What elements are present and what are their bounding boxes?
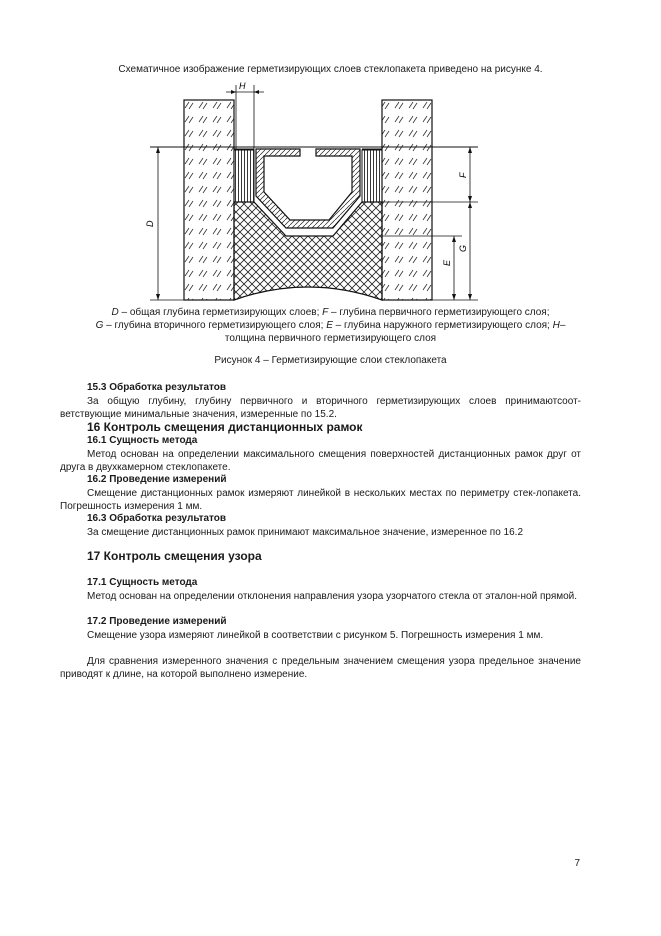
figure-caption-line-3: толщина первичного герметизирующего слоя <box>224 333 437 344</box>
heading-16: 16 Контроль смещения дистанционных рамок <box>87 420 363 434</box>
para-15-3: За общую глубину, глубину первичного и вторичного герметизирующих слоев принимаютсоот-ветствующие минимальные значения, измеренные по 15.2. <box>60 396 581 420</box>
figure-caption-line-1: D – общая глубина герметизирующих слоев; F – глубина первичного герметизирующего слоя; <box>111 307 550 318</box>
para-17-1: Метод основан на определении отклонения направления узора узорчатого стекла от эталон-ной прямой. <box>87 591 578 602</box>
primary-sealant-right <box>362 150 382 202</box>
label-E: E <box>442 259 452 266</box>
label-H: H <box>239 81 246 91</box>
spacer-frame <box>256 149 360 228</box>
heading-15-3: 15.3 Обработка результатов <box>87 382 227 393</box>
para-17-2: Смещение узора измеряют линейкой в соответствии с рисунком 5. Погрешность измерения 1 мм. <box>87 630 544 641</box>
para-17-2-b: Для сравнения измеренного значения с предельным значением смещения узора предельное значение приводят к длине, на которой выполнено измерение. <box>60 656 581 680</box>
figure-caption-line-2: G – глубина вторичного герметизирующего слоя; E – глубина наружного герметизирующего слоя; H– <box>95 320 566 331</box>
para-16-3: За смещение дистанционных рамок принимают максимальное значение, измеренное по 16.2 <box>87 527 524 538</box>
figure-intro: Схематичное изображение герметизирующих слоев стеклопакета приведено на рисунке 4. <box>118 64 543 75</box>
heading-17: 17 Контроль смещения узора <box>87 549 262 563</box>
left-glass-pane <box>184 100 234 300</box>
label-D: D <box>145 220 155 227</box>
page-number: 7 <box>574 858 580 869</box>
para-16-2: Смещение дистанционных рамок измеряют линейкой в нескольких местах по периметру стек-лопакета. Погрешность измерения 1 мм. <box>60 488 581 512</box>
para-16-1: Метод основан на определении максимального смещения поверхностей дистанционных рамок друг от друга в двухкамерном стеклопакете. <box>60 449 581 473</box>
secondary-sealant <box>234 202 382 300</box>
label-G: G <box>458 244 468 252</box>
label-F: F <box>458 172 468 178</box>
right-glass-pane <box>382 100 432 300</box>
heading-17-2: 17.2 Проведение измерений <box>87 616 227 627</box>
heading-16-1: 16.1 Сущность метода <box>87 435 198 446</box>
sealant-layers-diagram <box>140 80 490 305</box>
primary-sealant-left <box>234 150 254 202</box>
heading-17-1: 17.1 Сущность метода <box>87 577 198 588</box>
figure-title: Рисунок 4 – Герметизирующие слои стеклопакета <box>214 355 447 366</box>
heading-16-2: 16.2 Проведение измерений <box>87 474 227 485</box>
heading-16-3: 16.3 Обработка результатов <box>87 513 227 524</box>
